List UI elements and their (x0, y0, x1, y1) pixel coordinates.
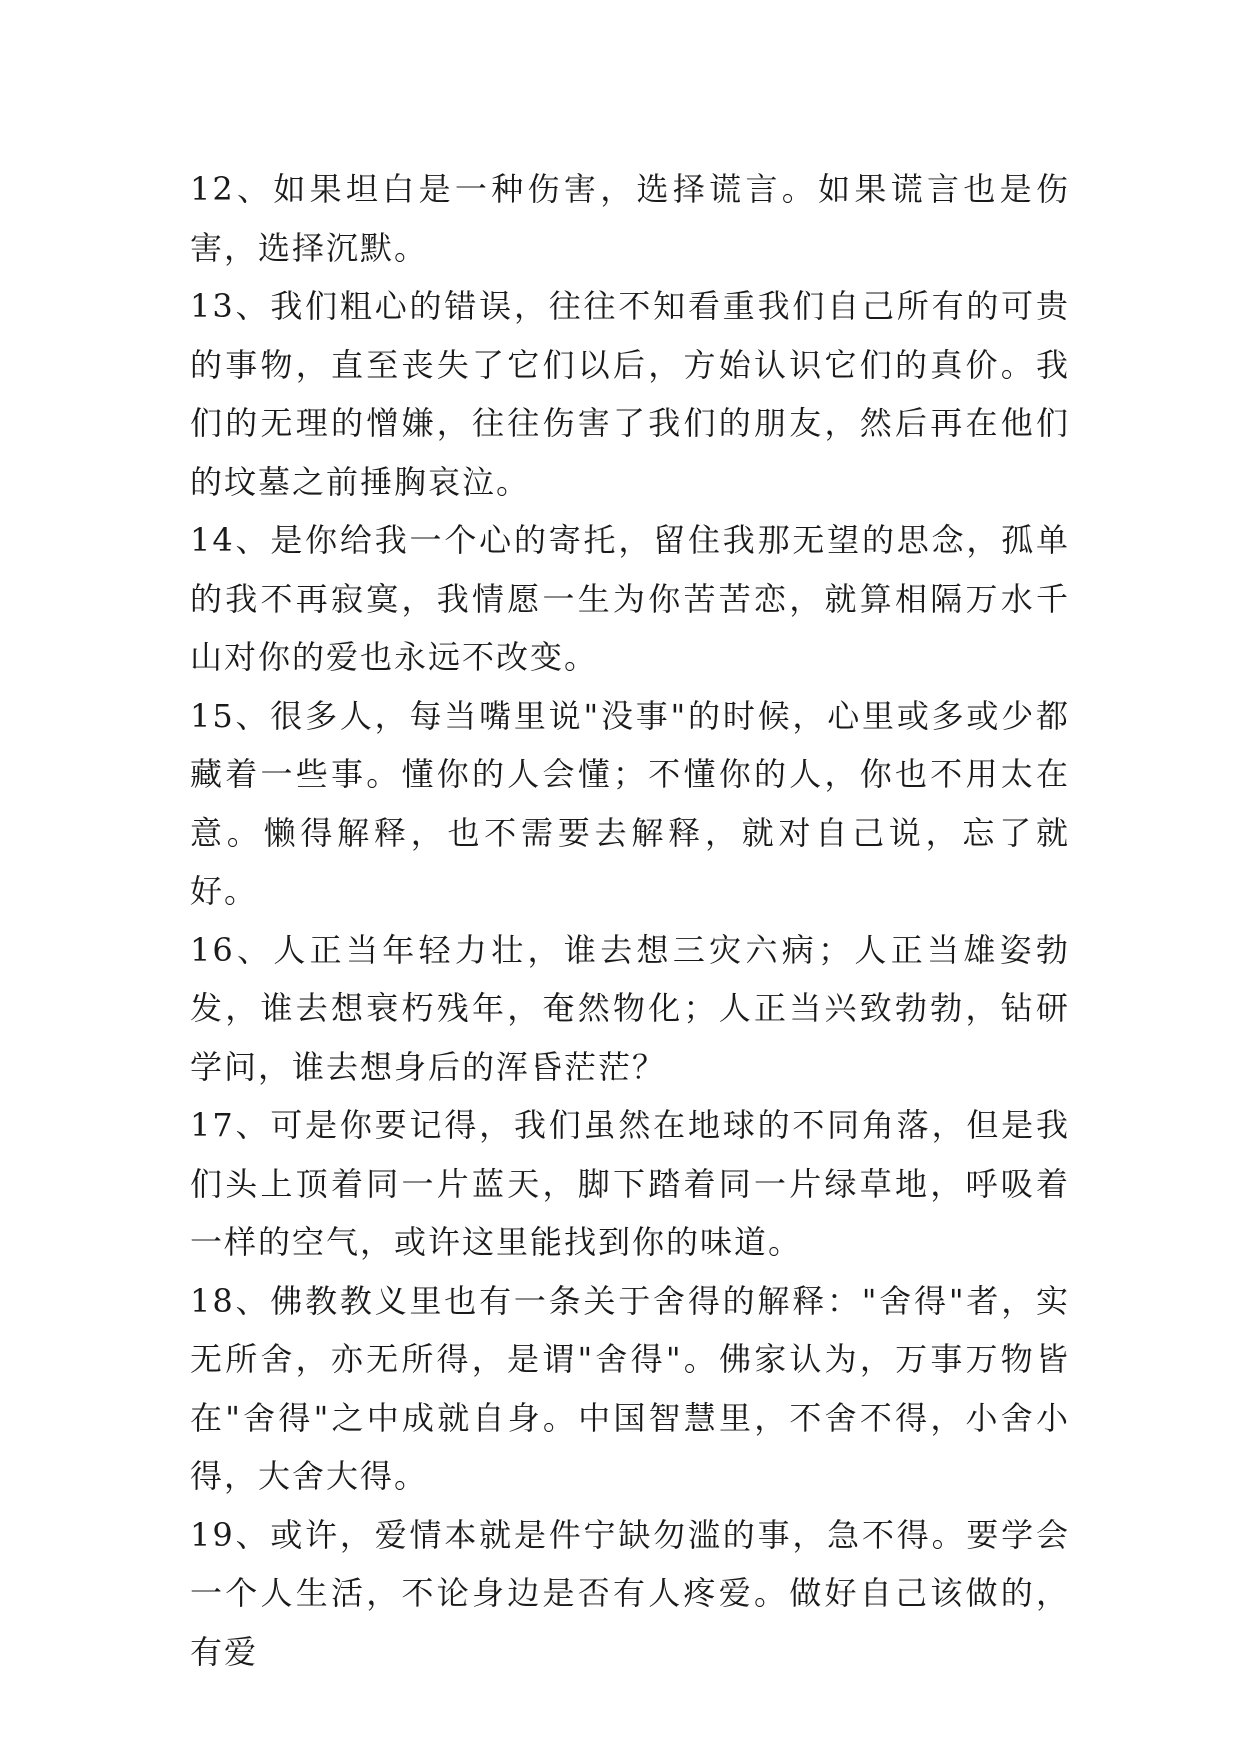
paragraph-17: 17、可是你要记得，我们虽然在地球的不同角落，但是我们头上顶着同一片蓝天，脚下踏着同一片绿草地，呼吸着一样的空气，或许这里能找到你的味道。 (190, 1106, 1070, 1261)
paragraph-19: 19、或许，爱情本就是件宁缺勿滥的事，急不得。要学会一个人生活，不论身边是否有人疼爱。做好自己该做的，有爱 (190, 1515, 1070, 1671)
paragraph-13: 13、我们粗心的错误，往往不知看重我们自己所有的可贵的事物，直至丧失了它们以后，方始认识它们的真价。我们的无理的憎嫌，往往伤害了我们的朋友，然后再在他们的坟墓之前捶胸哀泣。 (190, 287, 1070, 501)
paragraph-12: 12、如果坦白是一种伤害，选择谎言。如果谎言也是伤害，选择沉默。 (190, 170, 1070, 267)
paragraph-16: 16、人正当年轻力壮，谁去想三灾六病；人正当雄姿勃发，谁去想衰朽残年，奄然物化；人正当兴致勃勃，钻研学问，谁去想身后的浑昏茫茫？ (190, 930, 1070, 1086)
document-body (190, 160, 1070, 1681)
paragraph-14: 14、是你给我一个心的寄托，留住我那无望的思念，孤单的我不再寂寞，我情愿一生为你苦苦恋，就算相隔万水千山对你的爱也永远不改变。 (190, 521, 1070, 676)
paragraph-15: 15、很多人，每当嘴里说"没事"的时候，心里或多或少都藏着一些事。懂你的人会懂；不懂你的人，你也不用太在意。懒得解释，也不需要去解释，就对自己说，忘了就好。 (190, 696, 1070, 910)
paragraph-18: 18、佛教教义里也有一条关于舍得的解释："舍得"者，实无所舍，亦无所得，是谓"舍得"。佛家认为，万事万物皆在"舍得"之中成就自身。中国智慧里，不舍不得，小舍小得，大舍大得。 (190, 1281, 1070, 1495)
